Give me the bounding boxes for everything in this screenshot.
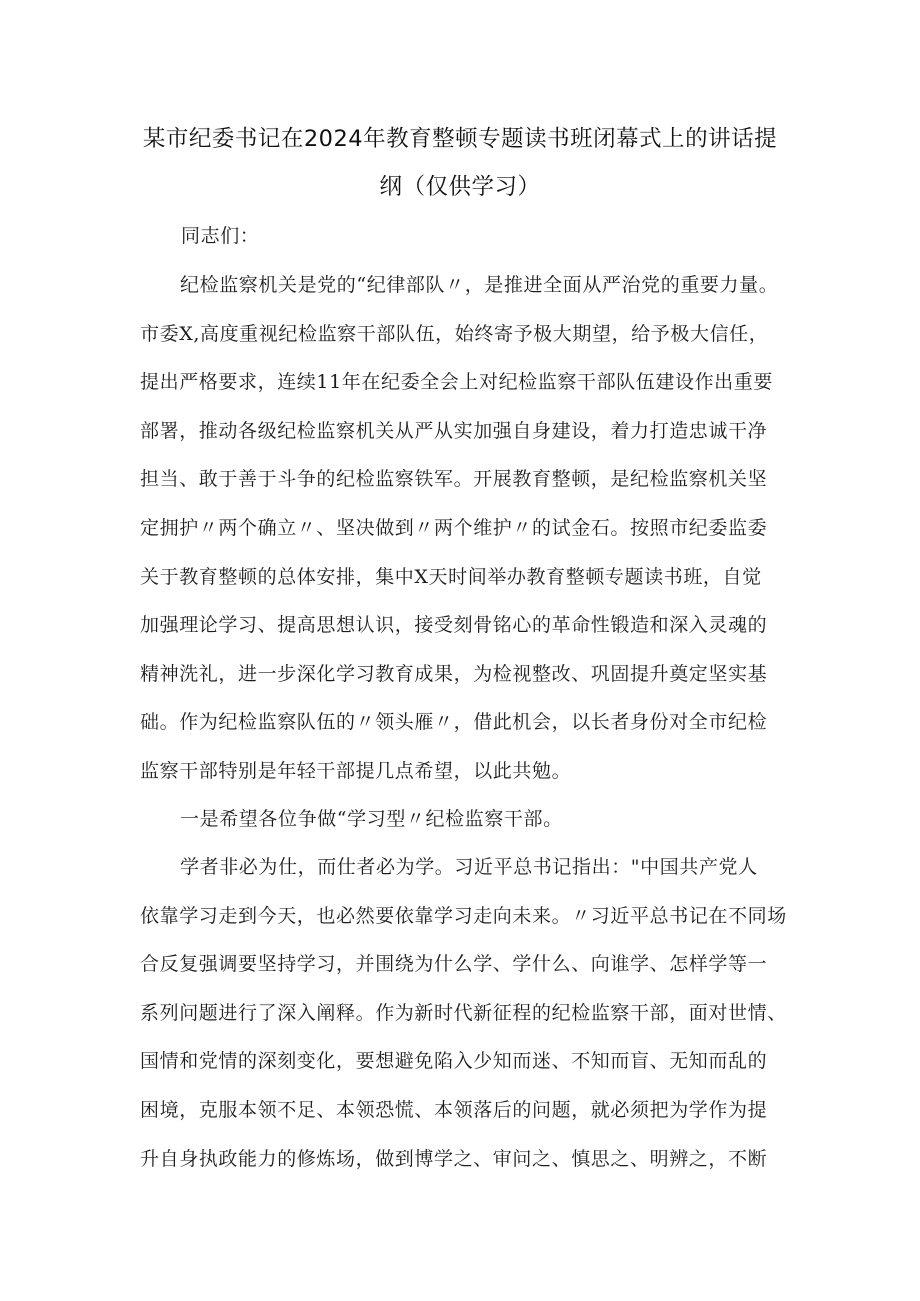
document-title-line-1: 某市纪委书记在2024年教育整顿专题读书班闭幕式上的讲话提 <box>142 126 778 152</box>
paragraph-2-line: 国情和党情的深刻变化，要想避免陷入少知而迷、不知而盲、无知而乱的 <box>140 1050 768 1073</box>
paragraph-2 <box>140 819 800 1183</box>
paragraph-2-line: 合反复强调要坚持学习，并围绕为什么学、学什么、向谁学、怎样学等一 <box>140 953 768 976</box>
paragraph-2-line: 困境，克服本领不足、本领恐慌、本领落后的问题，就必须把为学作为提 <box>140 1098 768 1121</box>
paragraph-1-line: 纪检监察机关是党的“纪律部队〃，是推进全面从严治党的重要力量。 <box>180 274 779 296</box>
paragraph-1 <box>140 261 800 796</box>
spacer <box>140 819 800 843</box>
salutation: 同志们： <box>181 225 260 247</box>
paragraph-2-line: 依靠学习走到今天，也必然要依靠学习走向未来。〃习近平总书记在不同场 <box>140 904 787 927</box>
paragraph-1-line: 监察干部特别是年轻干部提几点希望，以此共勉。 <box>140 759 572 782</box>
document-title-line-2: 纲（仅供学习） <box>379 174 541 200</box>
paragraph-2-line: 升自身执政能力的修炼场，做到博学之、审问之、慎思之、明辨之，不断 <box>140 1147 768 1170</box>
paragraph-1-line: 关于教育整顿的总体安排，集中X天时间举办教育整顿专题读书班，自觉 <box>140 565 762 588</box>
section-heading-1-text: 一是希望各位争做“学习型〃纪检监察干部。 <box>180 808 563 830</box>
paragraph-1-line: 担当、敢于善于斗争的纪检监察铁军。开展教育整顿，是纪检监察机关坚 <box>140 468 768 491</box>
paragraph-1-line: 部署，推动各级纪检监察机关从严从实加强自身建设，着力打造忠诚干净 <box>140 419 768 442</box>
paragraph-1-line: 础。作为纪检监察队伍的〃领头雁〃，借此机会，以长者身份对全市纪检 <box>140 711 768 734</box>
paragraph-1-line: 提出严格要求，连续11年在纪委全会上对纪检监察干部队伍建设作出重要 <box>140 371 773 394</box>
paragraph-1-line: 加强理论学习、提高思想认识，接受刻骨铭心的革命性锻造和深入灵魂的 <box>140 614 768 637</box>
paragraph-1-line: 精神洗礼，进一步深化学习教育成果，为检视整改、巩固提升奠定坚实基 <box>140 662 768 685</box>
paragraph-1-line: 定拥护〃两个确立〃、坚决做到〃两个维护〃的试金石。按照市纪委监委 <box>140 516 768 539</box>
paragraph-2-line: 系列问题进行了深入阐释。作为新时代新征程的纪检监察干部，面对世情、 <box>140 1001 787 1024</box>
paragraph-2-line: 学者非必为仕，而仕者必为学。习近平总书记指出："中国共产党人 <box>180 856 758 878</box>
paragraph-1-line: 市委X,高度重视纪检监察干部队伍，始终寄予极大期望，给予极大信任， <box>140 322 769 345</box>
